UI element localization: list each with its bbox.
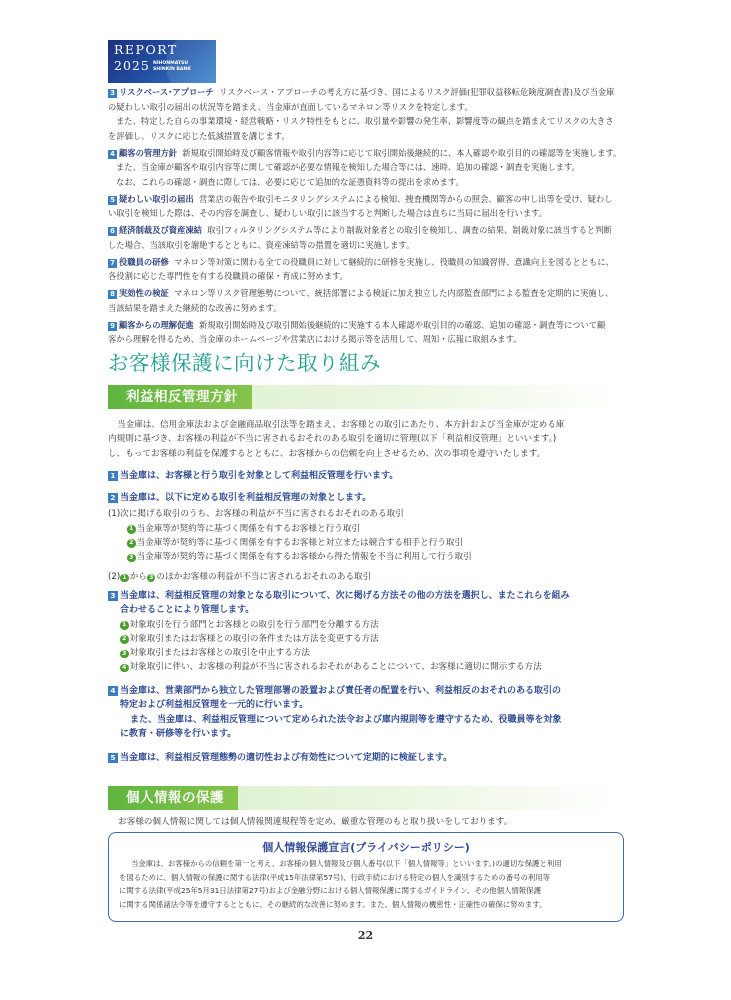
item-number: 6: [108, 227, 117, 236]
item-number: 4: [108, 150, 117, 159]
item-heading: 顧客からの理解促進: [119, 319, 194, 330]
sub-item-1: (1)次に掲げる取引のうち、お客様の利益が不当に害されるおそれのある取引: [108, 509, 404, 520]
item-text: を評価し、リスクに応じた低減措置を講じます。: [108, 130, 290, 141]
policy-line: に関する法律(平成25年5月31日法律第27号)および金融分野における個人情報保護に関するガイドライン、その他個人情報保護: [119, 886, 541, 895]
sub-list-text: 当金庫等が契約等に基づく関係を有するお客様から得た情報を不当に利用して行う取引: [136, 552, 472, 563]
item-number: 5: [108, 753, 118, 763]
item-heading: 疑わしい取引の届出: [119, 193, 194, 204]
badge-bank-line2: SHINKIN BANK: [153, 66, 191, 72]
item-text: に教育・研修等を行います。: [120, 728, 237, 739]
sub-list-text: 対象取引またはお客様との取引の条件または方法を変更する方法: [129, 633, 379, 644]
badge-bank-name: [153, 61, 191, 72]
item-heading: 役職員の研修: [119, 256, 169, 267]
privacy-heading-bar: [108, 786, 622, 810]
report-badge: [108, 40, 216, 83]
sub-list-text: 対象取引またはお客様との取引を中止する方法: [129, 648, 310, 659]
item-heading: 経済制裁及び資産凍結: [119, 225, 202, 235]
badge-bank-line1: NIHONMATSU: [153, 61, 189, 66]
sub-list-text: 当金庫等が契約等に基づく関係を有するお客様と行う取引: [136, 523, 360, 534]
item-text: 客から理解を得るため、当金庫のホームページや営業店における掲示等を活用して、周知・広報に取組みます。: [108, 334, 522, 344]
circled-number: 4: [120, 664, 129, 673]
item-text: 当金庫は、お客様と行う取引を対象として利益相反管理を行います。: [120, 471, 399, 481]
item-heading: 顧客の管理方針: [119, 147, 178, 158]
sub-item-text: のほかお客様の利益が不当に害されるおそれのある取引: [156, 572, 372, 583]
item-heading: 実効性の検証: [119, 288, 169, 298]
sub-list-item: [127, 522, 628, 536]
item-text: 合わせることにより管理します。: [120, 605, 255, 616]
sub-list-text: 当金庫等が契約等に基づく関係を有するお客様と対立または競合する相手と行う取引: [136, 537, 464, 548]
item-number: 9: [108, 322, 117, 331]
privacy-policy-title: 個人情報保護宣言(プライバシーポリシー): [262, 841, 470, 854]
item-text: 当金庫は、営業部門から独立した管理部署の設置および責任者の配置を行い、利益相反のおそれのある取引の: [120, 686, 562, 696]
list-item: [108, 255, 623, 284]
circled-number: 1: [127, 525, 136, 534]
conflict-intro: [108, 418, 628, 461]
sub-item-2: [108, 570, 628, 584]
item-text: マネロン等対策に関わる全ての役職員に対して継続的に研修を実施し、役職員の知識習得、意識向上を図るとともに、: [174, 256, 614, 267]
circled-number: 3: [147, 574, 156, 583]
item-number: 3: [108, 591, 118, 601]
item-number: 5: [108, 196, 117, 205]
item-text: また、当金庫は、利益相反管理について定められた法令および庫内規則等を遵守するため、役職員等を対象: [130, 714, 562, 725]
aml-policy-list: [108, 85, 623, 349]
sub-list-item: [127, 536, 628, 550]
privacy-heading: 個人情報の保護: [108, 786, 238, 810]
item-text: 各役割に応じた専門性を有する役職員の確保・育成に努めます。: [108, 271, 348, 281]
item-text: い取引を検知した際は、その内容を調査し、疑わしい取引に該当すると判断した場合は直ちに当局に届出を行います。: [108, 208, 548, 218]
list-item: [108, 146, 623, 190]
item-text: 当金庫は、利益相反管理態勢の適切性および有効性について定期的に検証します。: [120, 753, 453, 763]
conflict-item-1: [108, 469, 628, 483]
privacy-policy-box: [108, 832, 624, 922]
badge-word: REPORT: [114, 42, 178, 57]
conflict-item-3: [108, 589, 628, 675]
intro-line: 当金庫は、信用金庫法および金融商品取引法等を踏まえ、お客様との取引にあたり、本方針および当金庫が定める庫: [117, 420, 565, 430]
item-text: マネロン等リスク管理態勢について、統括部署による検証に加え独立した内部監査部門による監査を定期的に実施し、: [174, 288, 614, 298]
intro-line: 内規則に基づき、お客様の利益が不当に害されるおそれのある取引を適切に管理(以下「利益相反管理」といいます。): [108, 434, 557, 445]
item-number: 4: [108, 686, 118, 696]
conflict-heading-bar: [108, 385, 622, 409]
privacy-intro: お客様の個人情報に関しては個人情報関連規程等を定め、厳重な管理のもと取り扱いをしております。: [118, 817, 513, 827]
conflict-heading: 利益相反管理方針: [108, 385, 252, 409]
circled-number: 2: [120, 635, 129, 644]
sub-list-item: [120, 632, 628, 646]
sub-list-item: [120, 618, 628, 632]
sub-list-text: 対象取引を行う部門とお客様との取引を行う部門を分離する方法: [129, 619, 379, 630]
list-item: [108, 192, 623, 221]
policy-line: 当金庫は、お客様からの信頼を第一と考え、お客様の個人情報及び個人番号(以下「個人情報等」といいます。)の適切な保護と利用: [131, 859, 562, 868]
policy-line: を図るために、個人情報の保護に関する法律(平成15年法律第57号)、行政手続における特定の個人を識別するための番号の利用等: [119, 872, 551, 882]
item-text: 特定および利益相反管理を一元的に行います。: [120, 700, 309, 711]
item-number: 3: [108, 89, 117, 98]
circled-number: 3: [127, 554, 136, 563]
sub-list-item: [120, 660, 628, 674]
conflict-item-4: [108, 684, 628, 741]
circled-number: 1: [120, 621, 129, 630]
sub-list-item: [127, 550, 628, 564]
list-item: [108, 318, 623, 347]
item-number: 7: [108, 259, 117, 268]
circled-number: 2: [127, 539, 136, 548]
list-item: [108, 223, 623, 252]
item-number: 8: [108, 290, 117, 299]
circled-number: 1: [120, 574, 129, 583]
list-item: [108, 286, 623, 315]
sub-item-connector: から: [129, 572, 147, 583]
policy-line: に関する関係諸法令等を遵守するとともに、その継続的な改善に努めます。また、個人情報の機密性・正確性の確保に努めます。: [119, 899, 547, 909]
sub-list-item: [120, 646, 628, 660]
item-text: 新規取引開始時及び取引開始後継続的に実施する本人確認や取引目的の確認、追加の確認・調査等について顧: [198, 319, 606, 330]
page-number: 22: [357, 929, 374, 942]
item-text: 新規取引開始時及び顧客情報や取引内容等に応じて取引開始後継続的に、本人確認や取引目的の確認等を実施します。: [182, 147, 622, 158]
privacy-policy-text: [119, 857, 613, 911]
item-text: 当該結果を踏まえた継続的な改善に努めます。: [108, 302, 282, 313]
item-text: 営業店の報告や取引モニタリングシステムによる検知、捜査機関等からの照会、顧客の申し出等を受け、疑わし: [198, 193, 613, 204]
item-text: 当金庫は、利益相反管理の対象となる取引について、次に掲げる方法その他の方法を選択し、またこれらを組み: [120, 591, 570, 601]
item-text: リスクベース・アプローチの考え方に基づき、国によるリスク評価(犯罪収益移転危険度調査書)及び当金庫: [219, 87, 615, 97]
item-number: 2: [108, 493, 118, 503]
conflict-item-5: [108, 751, 628, 765]
badge-year: 2025: [114, 58, 150, 73]
intro-line: し、もってお客様の利益を保護するとともに、お客様からの信頼を向上させるため、次の事項を遵守いたします。: [108, 448, 546, 459]
section-title: お客様保護に向けた取り組み: [108, 351, 381, 375]
item-heading: リスクベース･アプローチ: [119, 87, 214, 97]
item-text: した場合、当該取引を謝絶するとともに、資産凍結等の措置を適切に実施します。: [108, 239, 415, 250]
item-text: 当金庫は、以下に定める取引を利益相反管理の対象とします。: [120, 493, 372, 503]
item-text: また、特定した自らの事業環境・経営戦略・リスク特性をもとに、取引量や影響の発生率、影響度等の観点を踏まえてリスクの大きさ: [116, 116, 614, 126]
item-text: また、当金庫が顧客や取引内容等に関して確認が必要な情報を検知した場合等には、速時、追加の確認・調査を実施します。: [116, 162, 580, 172]
item-text: なお、これらの確認・調査に際しては、必要に応じて追加的な証憑資料等の提出を求めます。: [116, 176, 464, 187]
circled-number: 3: [120, 650, 129, 659]
item-number: 1: [108, 471, 118, 481]
sub-item-prefix: (2): [108, 572, 121, 583]
item-text: 取引フィルタリングシステム等により制裁対象者との取引を検知し、調査の結果、制裁対象に該当すると判断: [207, 225, 612, 235]
conflict-item-2: [108, 491, 628, 585]
item-text: の疑わしい取引の届出の状況等を踏まえ、当金庫が直面しているマネロン等リスクを特定します。: [108, 101, 473, 112]
sub-list-text: 対象取引に伴い、お客様の利益が不当に害されるおそれがあることについて、お客様に適切に開示する方法: [129, 662, 542, 673]
list-item: [108, 85, 623, 143]
